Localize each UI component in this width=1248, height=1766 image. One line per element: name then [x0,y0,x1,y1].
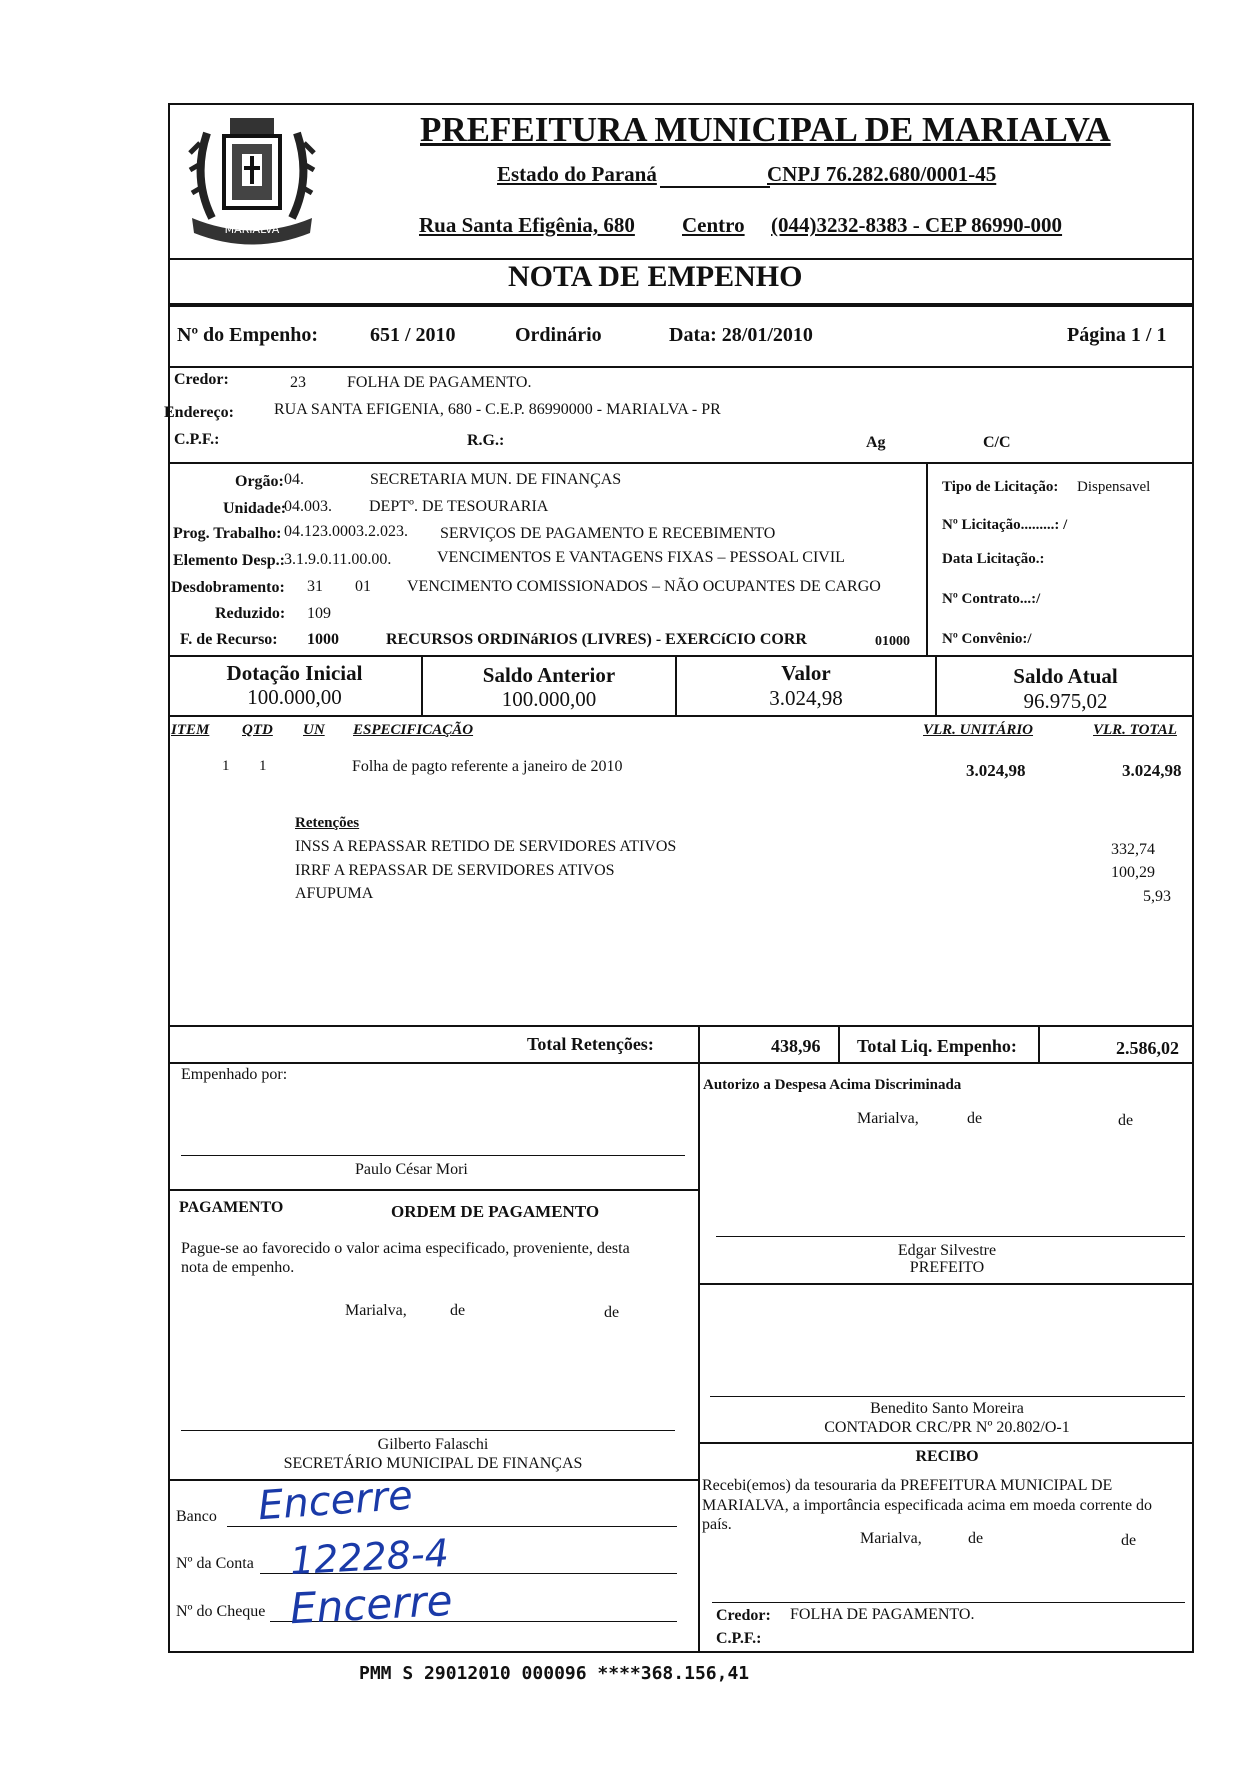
item-qtd: 1 [259,758,267,774]
secretario-role: SECRETÁRIO MUNICIPAL DE FINANÇAS [283,1455,583,1472]
item-description: Folha de pagto referente a janeiro de 2010 [352,758,623,775]
divider [698,1283,1194,1285]
numero-convenio: Nº Convênio:/ [942,631,1032,647]
signature-line [712,1602,1185,1603]
numero-licitacao: Nº Licitação.........: / [942,517,1068,533]
prefeito-role: PREFEITO [909,1259,985,1276]
item-number: 1 [222,758,230,774]
signature-line [710,1396,1185,1397]
cnpj-label: CNPJ 76.282.680/0001-45 [767,162,997,186]
divider [168,1479,698,1481]
fonte-recurso-label: F. de Recurso: [180,631,278,648]
pagamento-city: Marialva, [345,1302,407,1319]
page-number: Página 1 / 1 [1067,324,1167,346]
divider [838,1025,840,1062]
col-especificacao: ESPECIFICAÇÃO [353,722,474,738]
elemento-desp-name: VENCIMENTOS E VANTAGENS FIXAS – PESSOAL CIVIL [437,549,845,566]
autorizo-city: Marialva, [857,1110,919,1127]
credor-label: Credor: [174,371,229,388]
orgao-code: 04. [284,471,304,488]
pagamento-de2: de [604,1304,620,1321]
divider [168,655,1194,657]
contador-name: Benedito Santo Moreira [870,1400,1024,1417]
endereco-value: RUA SANTA EFIGENIA, 680 - C.E.P. 86990000 - MARIALVA - PR [274,401,721,418]
recibo-title: RECIBO [915,1448,979,1465]
empenho-type: Ordinário [515,324,602,346]
total-retencoes-value: 438,96 [771,1036,821,1056]
document-title: NOTA DE EMPENHO [508,260,803,293]
empenho-date: Data: 28/01/2010 [669,324,813,346]
retencoes-heading: Retenções [295,815,360,831]
total-liquido-value: 2.586,02 [1116,1038,1179,1058]
unidade-code: 04.003. [284,498,332,515]
empenhado-por-label: Empenhado por: [181,1066,288,1083]
retencao-name: AFUPUMA [295,885,374,902]
fonte-recurso-code: 1000 [307,631,339,648]
col-vlr-total: VLR. TOTAL [1093,722,1177,738]
numero-contrato: Nº Contrato...:/ [942,591,1041,607]
address-neighborhood: Centro [682,213,745,237]
recibo-text-line2: MARIALVA, a importância especificada acima em moeda corrente do [702,1497,1153,1514]
agencia-label: Ag [866,434,886,451]
col-item: ITEM [171,722,210,738]
address-phone-cep: (044)3232-8383 - CEP 86990-000 [771,213,1063,237]
desdobramento-label: Desdobramento: [171,579,285,596]
tipo-licitacao-value: Dispensavel [1077,479,1151,495]
total-liquido-label: Total Liq. Empenho: [857,1036,1017,1056]
signature-line [716,1236,1185,1237]
divider [168,1189,698,1191]
conta-corrente-label: C/C [983,434,1011,451]
divider [1038,1025,1040,1062]
saldo-atual-value: 96.975,02 [1023,689,1108,713]
divider [698,1062,700,1653]
divider [168,366,1194,368]
divider [168,303,1194,307]
total-retencoes-label: Total Retenções: [527,1034,654,1054]
item-unit-value: 3.024,98 [966,761,1026,780]
signature-line [181,1155,685,1156]
divider [168,715,1194,717]
prog-trabalho-code: 04.123.0003.2.023. [284,523,408,540]
cheque-label: Nº do Cheque [176,1603,266,1620]
crest-banner-text: MARIALVA [224,223,280,236]
empenho-number: 651 / 2010 [370,324,456,346]
retencao-value: 332,74 [1111,841,1155,858]
conta-label: Nº da Conta [176,1555,254,1572]
banco-label: Banco [176,1508,217,1525]
contador-role: CONTADOR CRC/PR Nº 20.802/O-1 [824,1419,1070,1436]
elemento-desp-code: 3.1.9.0.11.00.00. [284,551,392,568]
recibo-credor-name: FOLHA DE PAGAMENTO. [790,1606,975,1623]
recibo-text-line1: Recebi(emos) da tesouraria da PREFEITURA MUNICIPAL DE [702,1477,1113,1494]
orgao-label: Orgão: [235,473,284,490]
prefeitura-title: PREFEITURA MUNICIPAL DE MARIALVA [420,110,1111,149]
tipo-licitacao-label: Tipo de Licitação: [942,479,1059,495]
desdobramento-code1: 31 [307,578,323,595]
dotacao-inicial-label: Dotação Inicial [226,661,363,685]
state-underline-gap [660,186,770,188]
credor-name: FOLHA DE PAGAMENTO. [347,374,532,391]
divider [168,1025,1194,1027]
empenho-number-label: Nº do Empenho: [177,324,319,346]
saldo-anterior-value: 100.000,00 [501,687,597,711]
fonte-recurso-name: RECURSOS ORDINáRIOS (LIVRES) - EXERCíCIO CORR [386,631,807,648]
orgao-name: SECRETARIA MUN. DE FINANÇAS [370,471,622,488]
divider [168,462,1194,464]
signature-line [181,1430,675,1431]
reduzido-value: 109 [307,605,331,622]
unidade-name: DEPTº. DE TESOURARIA [369,498,549,515]
divider [926,462,928,655]
banco-handwritten-value: Encerre [256,1472,415,1530]
col-qtd: QTD [242,722,273,738]
pagamento-text-line2: nota de empenho. [181,1259,295,1276]
address-street: Rua Santa Efigênia, 680 [419,213,635,237]
item-total-value: 3.024,98 [1122,761,1182,780]
cheque-handwritten-value: Encerre [288,1575,454,1634]
endereco-label: Endereço: [164,404,234,421]
autorizo-de1: de [967,1110,983,1127]
conta-handwritten-value: 12228-4 [288,1530,450,1584]
recibo-credor-label: Credor: [716,1607,771,1624]
recibo-city: Marialva, [860,1530,922,1547]
desdobramento-name: VENCIMENTO COMISSIONADOS – NÃO OCUPANTES DE CARGO [407,578,881,595]
ordem-pagamento-label: ORDEM DE PAGAMENTO [391,1202,600,1221]
retencao-name: INSS A REPASSAR RETIDO DE SERVIDORES ATIVOS [295,838,677,855]
state-label: Estado do Paraná [497,162,657,186]
prog-trabalho-name: SERVIÇOS DE PAGAMENTO E RECEBIMENTO [440,525,776,542]
divider [698,1442,1194,1444]
recibo-de1: de [968,1530,984,1547]
pagamento-de1: de [450,1302,466,1319]
autorizo-de2: de [1118,1112,1134,1129]
dotacao-inicial-value: 100.000,00 [247,685,342,709]
recibo-text-line3: país. [702,1516,732,1533]
autorizo-label: Autorizo a Despesa Acima Discriminada [703,1077,962,1093]
secretario-name: Gilberto Falaschi [377,1436,489,1453]
valor-value: 3.024,98 [769,686,843,710]
desdobramento-code2: 01 [355,578,371,595]
data-licitacao: Data Licitação.: [942,551,1045,567]
pagamento-label: PAGAMENTO [179,1199,284,1216]
empenhado-por-name: Paulo César Mori [355,1161,468,1178]
footer-stamp: PMM S 29012010 000096 ****368.156,41 [359,1663,750,1684]
recibo-cpf-label: C.P.F.: [716,1630,762,1647]
fonte-recurso-code2: 01000 [875,634,910,649]
col-un: UN [303,722,325,738]
retencao-value: 100,29 [1111,864,1155,881]
unidade-label: Unidade: [223,500,287,517]
recibo-de2: de [1121,1532,1137,1549]
credor-code: 23 [290,374,306,391]
retencao-name: IRRF A REPASSAR DE SERVIDORES ATIVOS [295,862,615,879]
pagamento-text-line1: Pague-se ao favorecido o valor acima especificado, proveniente, desta [181,1240,630,1257]
valor-label: Valor [781,661,831,685]
cpf-label: C.P.F.: [174,431,220,448]
reduzido-label: Reduzido: [215,605,286,622]
saldo-anterior-label: Saldo Anterior [482,663,616,687]
divider [698,1025,700,1062]
divider [168,1062,1194,1064]
prog-trabalho-label: Prog. Trabalho: [173,525,282,542]
retencao-value: 5,93 [1143,888,1171,905]
elemento-desp-label: Elemento Desp.: [173,552,285,569]
col-vlr-unitario: VLR. UNITÁRIO [923,722,1034,738]
prefeito-name: Edgar Silvestre [897,1242,997,1259]
rg-label: R.G.: [467,432,505,449]
municipal-crest-logo [182,108,322,256]
saldo-atual-label: Saldo Atual [1013,664,1118,688]
